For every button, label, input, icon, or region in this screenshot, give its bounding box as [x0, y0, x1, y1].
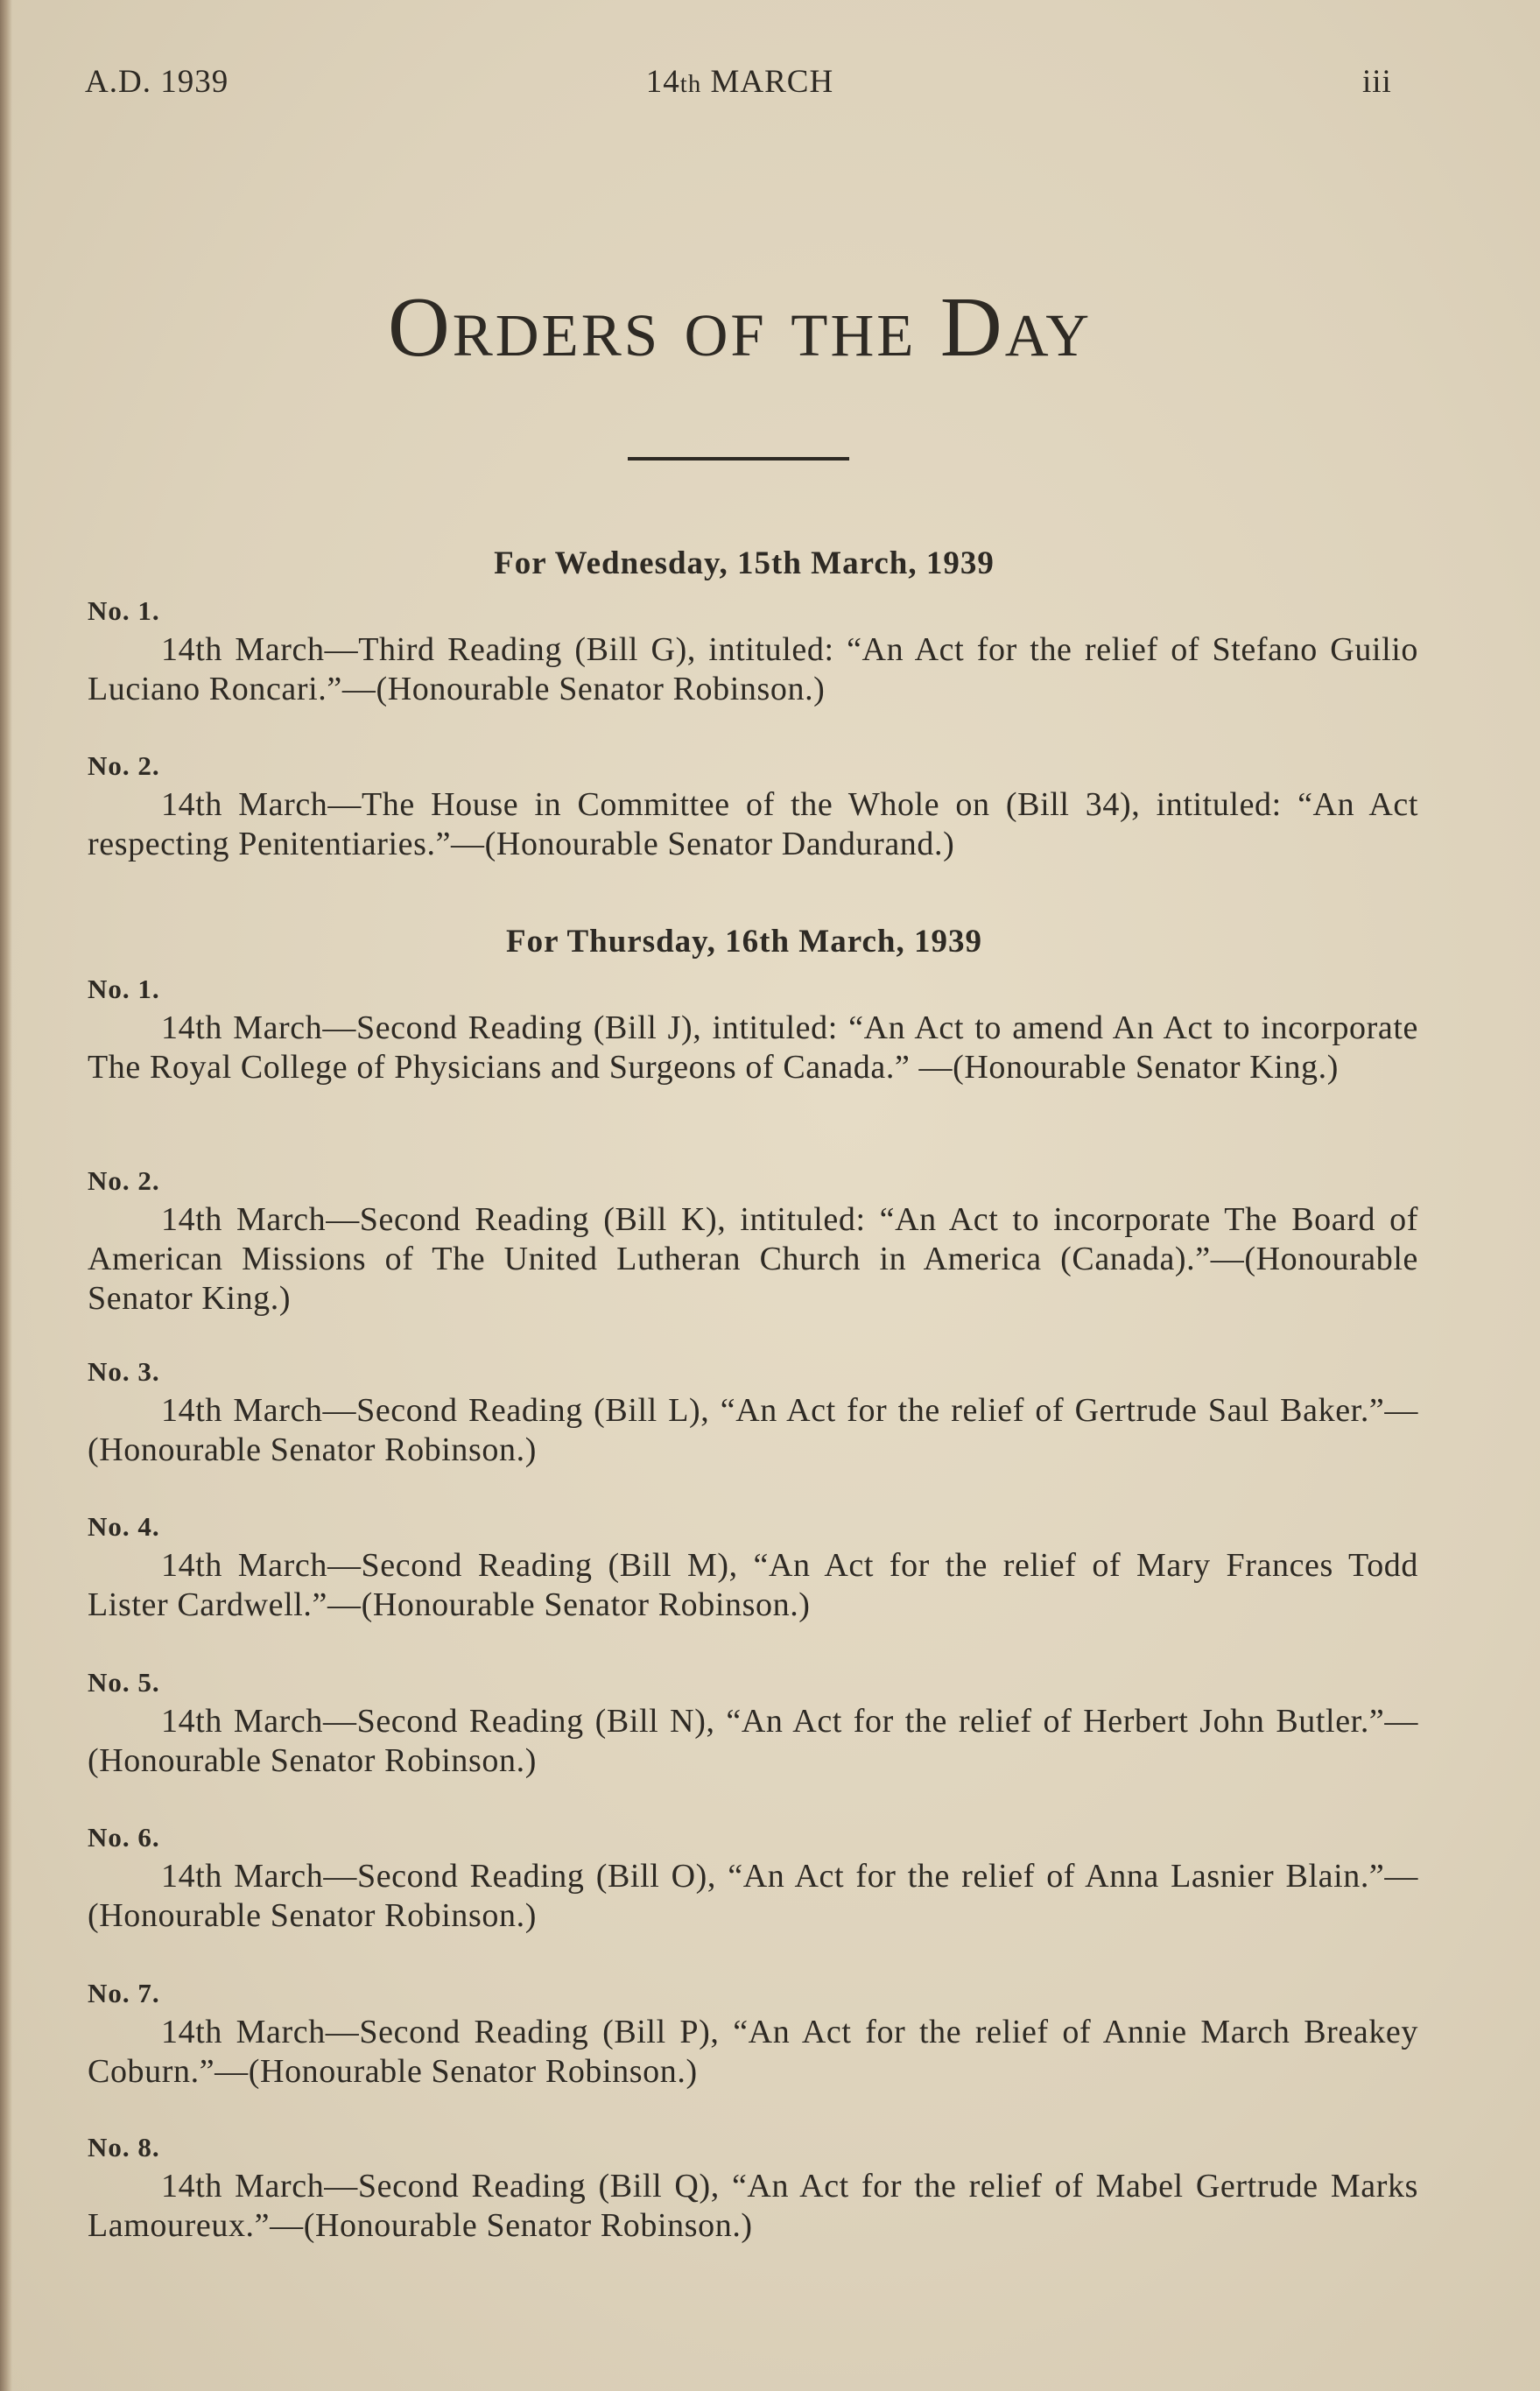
order-number: No. 2.: [88, 1165, 160, 1196]
order-text: 14th March—Second Reading (Bill J), intituled: “An Act to amend An Act to incorporate The Royal College of Physicians and Surgeons of Canada.” —(Honourable Senator King.): [88, 1009, 1418, 1086]
order-number: No. 4.: [88, 1511, 160, 1542]
running-head-day: 14: [645, 64, 680, 100]
order-item: [88, 750, 1418, 864]
order-text: 14th March—Second Reading (Bill O), “An Act for the relief of Anna Lasnier Blain.”—(Honourable Senator Robinson.): [88, 1858, 1418, 1934]
order-number: No. 8.: [88, 2132, 160, 2162]
running-head-day-suffix: th: [679, 70, 702, 98]
order-item: [88, 1165, 1418, 1319]
order-item: [88, 1356, 1418, 1470]
order-number: No. 1.: [88, 595, 160, 626]
section-heading-thursday: For Thursday, 16th March, 1939: [506, 924, 982, 960]
order-number: No. 7.: [88, 1978, 160, 2008]
order-text: 14th March—Second Reading (Bill K), intituled: “An Act to incorporate The Board of American Missions of The United Lutheran Church in America (Canada).”—(Honourable Senator King.): [88, 1201, 1418, 1317]
order-item: [88, 1822, 1418, 1936]
page-number: iii: [1362, 64, 1392, 100]
order-number: No. 5.: [88, 1667, 160, 1698]
order-text: 14th March—Second Reading (Bill L), “An Act for the relief of Gertrude Saul Baker.”—(Honourable Senator Robinson.): [88, 1392, 1418, 1468]
running-head-date: [0, 63, 1480, 101]
running-head-month: MARCH: [710, 64, 834, 100]
order-item: [88, 595, 1418, 709]
title-rule: [628, 457, 849, 461]
order-item: [88, 974, 1418, 1087]
order-text: 14th March—Second Reading (Bill Q), “An Act for the relief of Mabel Gertrude Marks Lamoureux.”—(Honourable Senator Robinson.): [88, 2168, 1418, 2244]
order-item: [88, 1978, 1418, 2092]
order-item: [88, 1667, 1418, 1781]
section-heading-wednesday: For Wednesday, 15th March, 1939: [494, 545, 995, 581]
order-number: No. 1.: [88, 974, 160, 1004]
running-head-year: A.D. 1939: [85, 64, 229, 100]
order-item: [88, 1511, 1418, 1625]
order-text: 14th March—Second Reading (Bill N), “An Act for the relief of Herbert John Butler.”—(Honourable Senator Robinson.): [88, 1703, 1418, 1779]
order-text: 14th March—Third Reading (Bill G), intituled: “An Act for the relief of Stefano Guilio Luciano Roncari.”—(Honourable Senator Robinson.): [88, 631, 1418, 707]
order-number: No. 6.: [88, 1822, 160, 1853]
order-item: [88, 2132, 1418, 2246]
order-text: 14th March—Second Reading (Bill M), “An Act for the relief of Mary Frances Todd Lister Cardwell.”—(Honourable Senator Robinson.): [88, 1547, 1418, 1623]
order-text: 14th March—Second Reading (Bill P), “An Act for the relief of Annie March Breakey Coburn.”—(Honourable Senator Robinson.): [88, 2014, 1418, 2090]
order-number: No. 2.: [88, 750, 160, 781]
page-title: Orders of the Day: [387, 280, 1093, 375]
order-text: 14th March—The House in Committee of the Whole on (Bill 34), intituled: “An Act respecting Penitentiaries.”—(Honourable Senator Dandurand.): [88, 786, 1418, 862]
order-number: No. 3.: [88, 1356, 160, 1387]
